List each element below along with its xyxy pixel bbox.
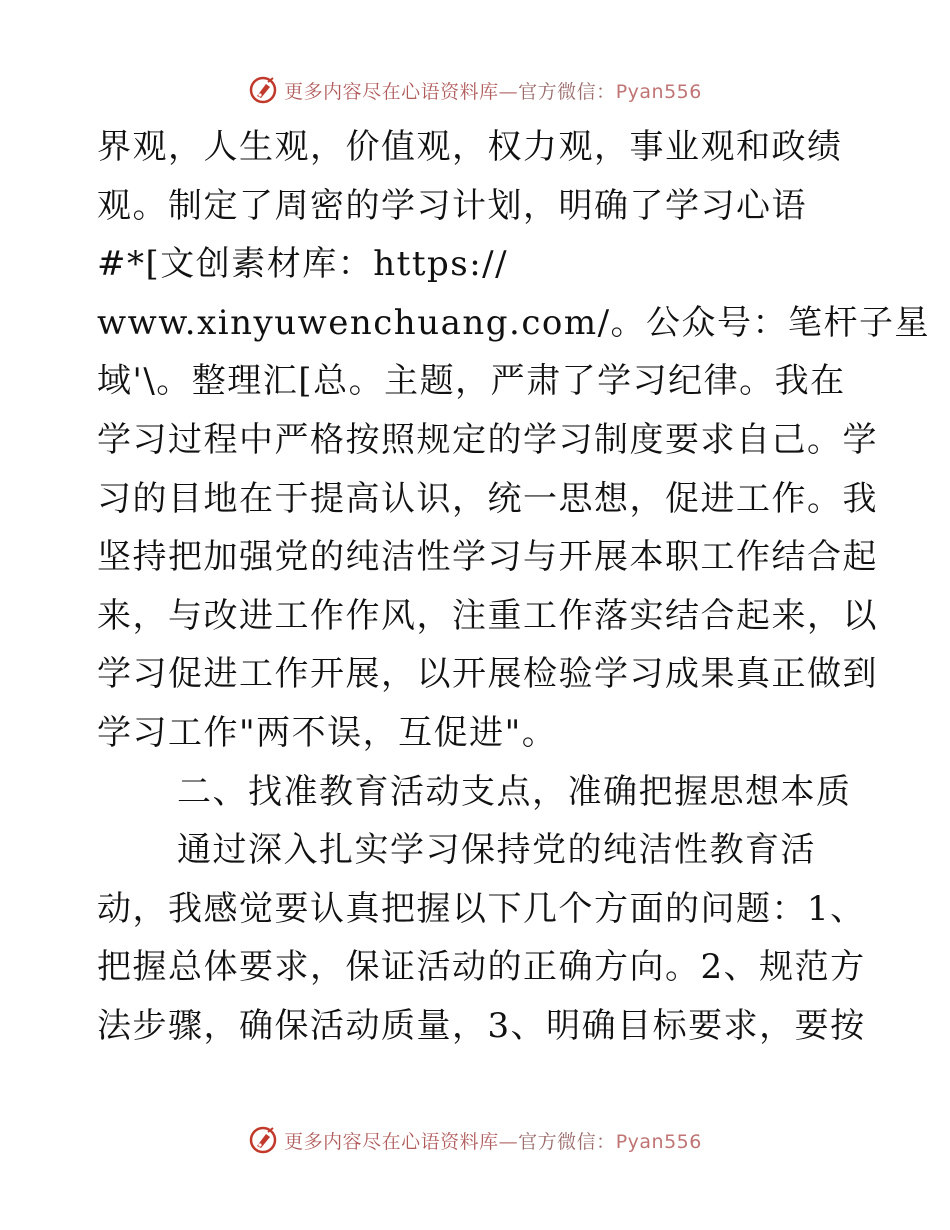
pen-nib-logo-icon: [248, 1125, 278, 1155]
header-wechat-handle: Pyan556: [615, 80, 702, 103]
body-line: 习的目地在于提高认识，统一思想，促进工作。我: [97, 478, 878, 519]
header-dash: —: [498, 80, 519, 103]
header-site-text: 更多内容尽在心语资料库: [284, 80, 499, 103]
body-line: 法步骤，确保活动质量，3、明确目标要求，要按: [97, 1005, 866, 1046]
body-line: 来，与改进工作作风，注重工作落实结合起来，以: [97, 595, 878, 636]
body-line: 学习过程中严格按照规定的学习制度要求自己。学: [97, 419, 878, 460]
footer-banner: [0, 1120, 950, 1160]
footer-site-text: 更多内容尽在心语资料库: [284, 1130, 499, 1153]
body-line: 界观，人生观，价值观，权力观，事业观和政绩: [97, 127, 843, 167]
section-heading: 二、找准教育活动支点，准确把握思想本质: [177, 771, 852, 812]
body-line: 学习工作"两不误，互促进"。: [97, 712, 558, 753]
header-banner-text: [284, 77, 702, 104]
footer-official-text: 官方微信：: [518, 1130, 616, 1153]
body-line: 学习促进工作开展，以开展检验学习成果真正做到: [97, 654, 878, 695]
body-line: 把握总体要求，保证活动的正确方向。2、规范方: [97, 947, 866, 988]
body-line-url: www.xinyuwenchuang.com/。公众号：笔杆子星: [97, 302, 931, 343]
pen-nib-logo-icon: [248, 75, 278, 105]
body-line: 动，我感觉要认真把握以下几个方面的问题：1、: [97, 888, 866, 929]
header-official-text: 官方微信：: [518, 80, 616, 103]
footer-wechat-handle: Pyan556: [615, 1130, 702, 1153]
body-line: 观。制定了周密的学习计划，明确了学习心语: [97, 185, 807, 226]
footer-banner-text: [284, 1127, 702, 1154]
body-line: 域'\。整理汇[总。主题，严肃了学习纪律。我在: [97, 361, 846, 402]
body-line: 坚持把加强党的纯洁性学习与开展本职工作结合起: [97, 537, 878, 578]
document-body: [97, 118, 931, 1056]
body-line-url-part: #*[文创素材库：https://: [97, 244, 509, 285]
header-banner: [0, 70, 950, 110]
footer-dash: —: [498, 1130, 519, 1153]
paragraph-first-line: 通过深入扎实学习保持党的纯洁性教育活: [177, 830, 816, 871]
